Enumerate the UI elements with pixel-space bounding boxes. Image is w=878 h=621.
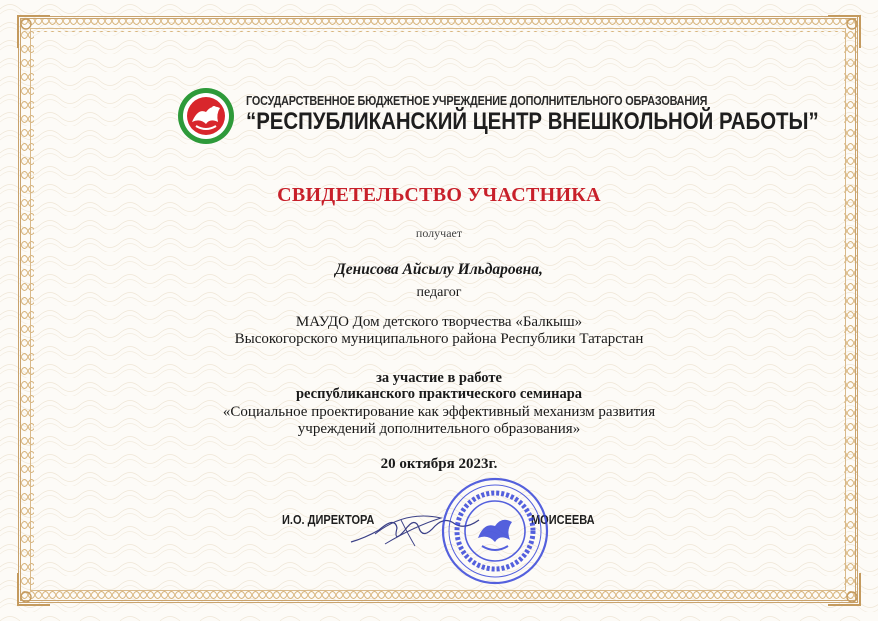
institution-line2: Высокогорского муниципального района Республики Татарстан: [234, 331, 644, 347]
organization-line1: ГОСУДАРСТВЕННОЕ БЮДЖЕТНОЕ УЧРЕЖДЕНИЕ ДОПОЛНИТЕЛЬНОГО ОБРАЗОВАНИЯ: [246, 94, 708, 108]
recipient-position: педагог: [416, 285, 462, 300]
recipient-name: Денисова Айсылу Ильдаровна,: [335, 261, 543, 278]
organization-line2: “РЕСПУБЛИКАНСКИЙ ЦЕНТР ВНЕШКОЛЬНОЙ РАБОТЫ”: [246, 108, 819, 135]
topic-line2: учреждений дополнительного образования»: [297, 421, 581, 437]
receives-label: получает: [415, 226, 463, 240]
institution-line1: МАУДО Дом детского творчества «Балкыш»: [295, 314, 583, 330]
corner-ornament-top-right: [824, 12, 864, 52]
reason-line1: за участие в работе: [376, 370, 502, 386]
corner-ornament-bottom-left: [14, 569, 54, 609]
certificate-title: СВИДЕТЕЛЬСТВО УЧАСТНИКА: [277, 184, 601, 206]
header: [176, 86, 819, 146]
reason-line2: республиканского практического семинара: [295, 386, 583, 402]
signer-name: МОИСЕЕВА: [531, 513, 595, 527]
tatarstan-emblem-icon: [176, 86, 236, 146]
director-position-label: И.О. ДИРЕКТОРА: [282, 513, 375, 527]
event-date: 20 октября 2023г.: [380, 456, 498, 472]
topic-line1: «Социальное проектирование как эффективный механизм развития: [222, 404, 656, 420]
official-seal-stamp: [440, 476, 550, 586]
corner-ornament-bottom-right: [824, 569, 864, 609]
corner-ornament-top-left: [14, 12, 54, 52]
